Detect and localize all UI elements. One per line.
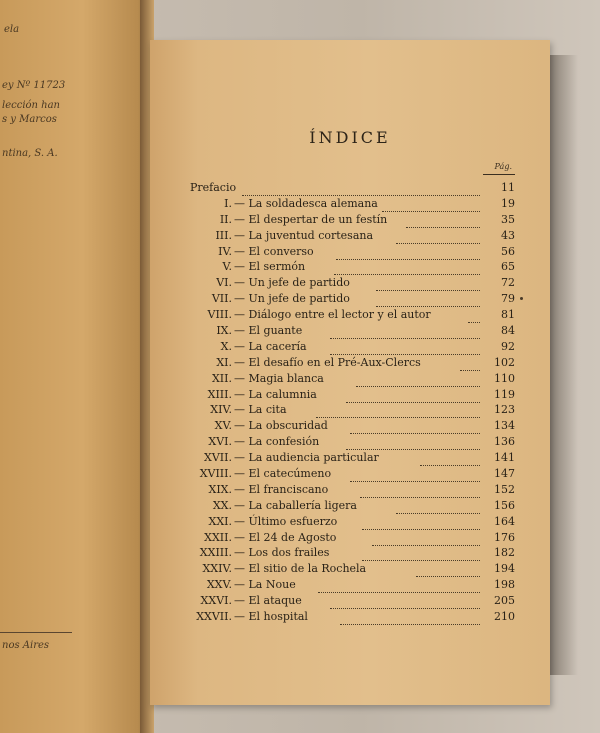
dot-leader — [376, 298, 480, 307]
left-page-fragment: s y Marcos — [2, 114, 57, 125]
entry-number: XIX. — [208, 482, 232, 496]
entry-page: 147 — [494, 467, 515, 481]
index-entry — [150, 561, 550, 577]
entry-page: 134 — [494, 419, 515, 433]
entry-number: XVII. — [204, 451, 232, 465]
entry-title: — El ataque — [234, 594, 302, 608]
left-page — [0, 0, 150, 733]
dot-leader — [356, 378, 480, 387]
entry-number: IV. — [218, 244, 232, 258]
entry-page: 11 — [501, 181, 515, 194]
entry-page: 194 — [494, 562, 515, 576]
entry-number: VI. — [216, 276, 232, 290]
entry-title: — El sermón — [234, 260, 306, 274]
entry-page: 198 — [494, 578, 515, 592]
dot-leader — [376, 282, 480, 291]
index-entry — [150, 545, 550, 561]
index-entry — [150, 577, 550, 593]
entry-title: — La cita — [234, 403, 287, 417]
entry-title: — Un jefe de partido — [234, 292, 350, 306]
dot-leader — [382, 203, 480, 212]
entry-page: 152 — [494, 482, 515, 496]
entry-number: II. — [219, 212, 232, 226]
entry-number: I. — [224, 196, 232, 210]
dot-leader — [396, 505, 480, 514]
entry-title: — El despertar de un festín — [234, 212, 388, 226]
entry-number: VII. — [211, 292, 232, 306]
index-entry — [150, 339, 550, 355]
entry-number: XII. — [211, 371, 232, 385]
index-entry — [150, 244, 550, 260]
entry-number: XVI. — [208, 435, 232, 449]
entry-page: 110 — [494, 371, 515, 385]
entry-page: 141 — [494, 451, 515, 465]
entry-title: — El franciscano — [234, 482, 329, 496]
paper-speck — [520, 297, 523, 300]
book-shadow — [550, 55, 578, 675]
page-column-rule — [483, 174, 515, 175]
entry-number: VIII. — [207, 308, 232, 322]
entry-number: IX. — [216, 324, 232, 338]
right-page — [150, 40, 550, 705]
index-entry — [150, 593, 550, 609]
entry-title: — La calumnia — [234, 387, 317, 401]
entry-page: 164 — [494, 514, 515, 528]
dot-leader — [350, 473, 480, 482]
dot-leader — [406, 219, 480, 228]
entry-number: XXIII. — [199, 546, 232, 560]
index-entry — [150, 514, 550, 530]
entry-page: 156 — [494, 498, 515, 512]
entry-page: 119 — [494, 387, 515, 401]
entry-number: XIV. — [210, 403, 232, 417]
index-entry — [150, 418, 550, 434]
entry-page: 35 — [501, 212, 515, 226]
index-list — [150, 180, 550, 625]
entry-title: — El sitio de la Rochela — [234, 562, 367, 576]
entry-number: V. — [222, 260, 232, 274]
entry-number: X. — [220, 339, 232, 353]
index-entry — [150, 323, 550, 339]
entry-number: XXVI. — [200, 594, 232, 608]
index-entry — [150, 212, 550, 228]
dot-leader — [460, 362, 480, 371]
dot-leader — [420, 457, 480, 466]
dot-leader — [336, 251, 480, 260]
index-entry — [150, 482, 550, 498]
entry-page: 56 — [501, 244, 515, 258]
entry-number: XXVII. — [196, 610, 232, 624]
entry-number: XXV. — [206, 578, 232, 592]
entry-title: — La caballería ligera — [234, 498, 357, 512]
index-entry — [150, 307, 550, 323]
entry-title: — El converso — [234, 244, 314, 258]
entry-title: — Último esfuerzo — [234, 514, 338, 528]
entry-title: — El 24 de Agosto — [234, 530, 337, 544]
entry-number: XV. — [214, 419, 232, 433]
index-entry — [150, 371, 550, 387]
entry-title: — El guante — [234, 324, 303, 338]
left-page-fragment: ey Nº 11723 — [2, 80, 66, 91]
entry-title: — La soldadesca alemana — [234, 196, 378, 210]
entry-number: XXII. — [204, 530, 232, 544]
dot-leader — [346, 441, 480, 450]
entry-page: 176 — [494, 530, 515, 544]
index-entry — [150, 291, 550, 307]
dot-leader — [362, 552, 480, 561]
index-entry — [150, 387, 550, 403]
dot-leader — [416, 568, 480, 577]
entry-page: 84 — [501, 324, 515, 338]
index-entry — [150, 466, 550, 482]
entry-title: Prefacio — [190, 181, 237, 194]
dot-leader — [334, 266, 480, 275]
index-entry-preface — [150, 180, 550, 196]
index-entry — [150, 434, 550, 450]
entry-page: 182 — [494, 546, 515, 560]
entry-number: XX. — [212, 498, 232, 512]
index-entry — [150, 498, 550, 514]
dot-leader — [360, 489, 480, 498]
left-page-rule — [0, 632, 72, 633]
dot-leader — [346, 394, 480, 403]
entry-title: — La confesión — [234, 435, 320, 449]
entry-title: — Diálogo entre el lector y el autor — [234, 308, 431, 322]
entry-title: — La cacería — [234, 339, 307, 353]
dot-leader — [242, 187, 480, 196]
dot-leader — [340, 616, 480, 625]
index-entry — [150, 355, 550, 371]
dot-leader — [350, 425, 480, 434]
entry-title: — Un jefe de partido — [234, 276, 350, 290]
entry-page: 136 — [494, 435, 515, 449]
dot-leader — [330, 346, 480, 355]
entry-page: 210 — [494, 610, 515, 624]
entry-title: — Magia blanca — [234, 371, 324, 385]
entry-title: — El desafío en el Pré-Aux-Clercs — [234, 355, 421, 369]
entry-number: XIII. — [207, 387, 232, 401]
entry-page: 92 — [501, 339, 515, 353]
index-entry — [150, 402, 550, 418]
index-title: ÍNDICE — [309, 128, 391, 147]
dot-leader — [318, 584, 480, 593]
page-column-label: Pág. — [494, 162, 512, 171]
entry-page: 43 — [501, 228, 515, 242]
index-entry — [150, 450, 550, 466]
left-page-fragment: lección han — [2, 100, 60, 111]
entry-page: 205 — [494, 594, 515, 608]
entry-title: — Los dos frailes — [234, 546, 330, 560]
entry-page: 79 — [501, 292, 515, 306]
entry-title: — La audiencia particular — [234, 451, 379, 465]
index-entry — [150, 259, 550, 275]
left-page-fragment: ntina, S. A. — [2, 148, 58, 159]
entry-page: 102 — [494, 355, 515, 369]
entry-number: III. — [215, 228, 232, 242]
index-entry — [150, 275, 550, 291]
entry-number: XXI. — [208, 514, 232, 528]
entry-page: 81 — [501, 308, 515, 322]
dot-leader — [330, 330, 480, 339]
entry-page: 65 — [501, 260, 515, 274]
entry-title: — La Noue — [234, 578, 296, 592]
dot-leader — [396, 235, 480, 244]
index-entry — [150, 196, 550, 212]
index-entry — [150, 609, 550, 625]
entry-title: — El hospital — [234, 610, 308, 624]
index-entry — [150, 228, 550, 244]
index-entry — [150, 530, 550, 546]
entry-page: 72 — [501, 276, 515, 290]
dot-leader — [468, 314, 480, 323]
dot-leader — [330, 600, 480, 609]
entry-title: — La juventud cortesana — [234, 228, 374, 242]
dot-leader — [362, 521, 480, 530]
entry-number: XI. — [216, 355, 232, 369]
entry-title: — La obscuridad — [234, 419, 328, 433]
entry-number: XXIV. — [202, 562, 232, 576]
entry-page: 19 — [501, 196, 515, 210]
left-page-fragment: ela — [4, 24, 20, 35]
left-page-fragment: nos Aires — [2, 640, 50, 651]
entry-title: — El catecúmeno — [234, 467, 332, 481]
entry-page: 123 — [494, 403, 515, 417]
dot-leader — [372, 537, 480, 546]
entry-number: XVIII. — [199, 467, 232, 481]
dot-leader — [316, 409, 480, 418]
